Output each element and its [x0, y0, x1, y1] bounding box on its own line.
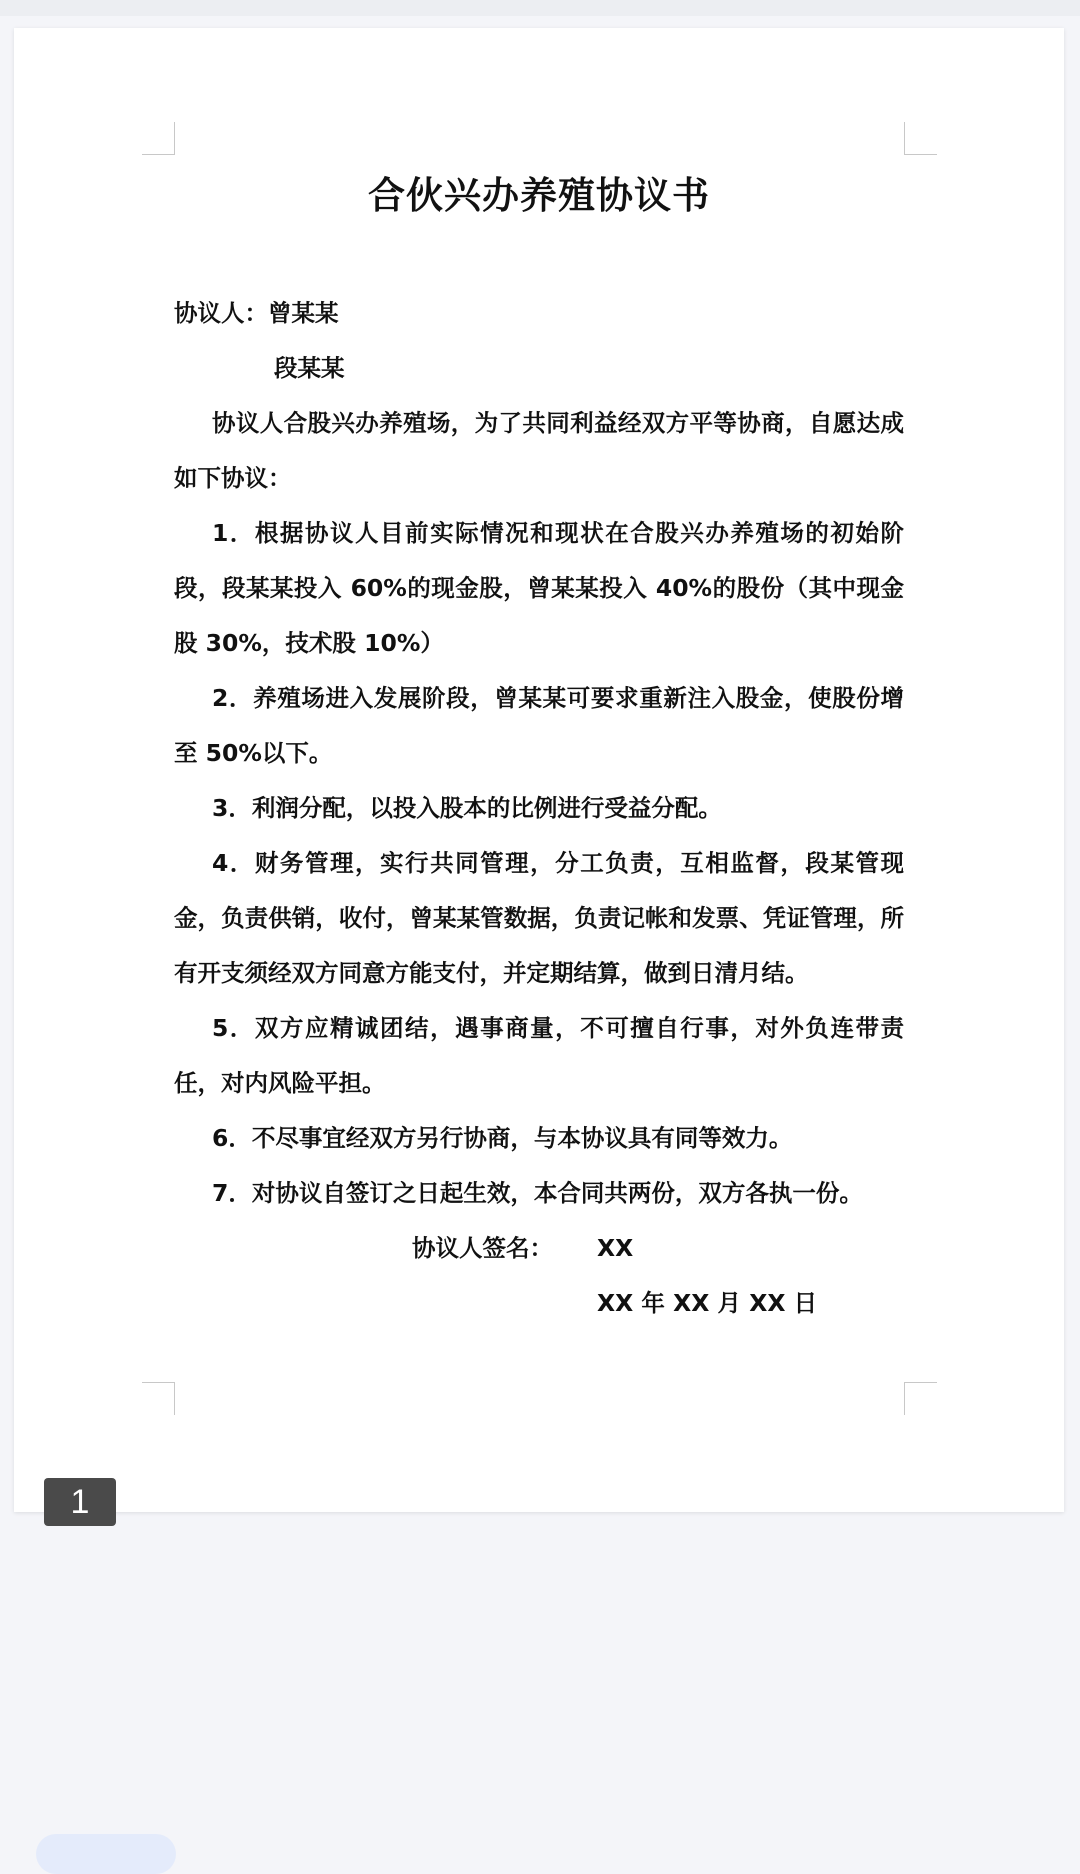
signature-value: XX — [597, 1234, 634, 1262]
signature-date: XX 年 XX 月 XX 日 — [597, 1289, 818, 1317]
crop-mark-bottom-left — [142, 1382, 175, 1415]
document-title: 合伙兴办养殖协议书 — [368, 174, 710, 217]
signature-row — [174, 1221, 904, 1276]
page-number-badge[interactable]: 1 — [44, 1478, 116, 1526]
party-line-1: 协议人：曾某某 — [174, 299, 339, 327]
floating-action-button[interactable] — [36, 1834, 176, 1874]
intro-paragraph: 协议人合股兴办养殖场，为了共同利益经双方平等协商，自愿达成如下协议： — [174, 409, 904, 492]
clause-6: 6．不尽事宜经双方另行协商，与本协议具有同等效力。 — [212, 1124, 793, 1152]
top-toolbar-strip — [0, 0, 1080, 16]
clause-5: 5．双方应精诚团结，遇事商量，不可擅自行事，对外负连带责任，对内风险平担。 — [174, 1014, 904, 1097]
signature-label: 协议人签名： — [412, 1234, 553, 1262]
date-row — [174, 1276, 904, 1331]
clause-4: 4．财务管理，实行共同管理，分工负责，互相监督，段某管现金，负责供销，收付，曾某某管数据，负责记帐和发票、凭证管理，所有开支须经双方同意方能支付，并定期结算，做到日清月结。 — [174, 849, 904, 987]
document-page — [14, 28, 1064, 1521]
crop-mark-top-right — [904, 122, 937, 155]
party-line-2: 段某某 — [274, 354, 345, 382]
clause-7: 7．对协议自签订之日起生效，本合同共两份，双方各执一份。 — [212, 1179, 863, 1207]
crop-mark-bottom-right — [904, 1382, 937, 1415]
clause-1: 1．根据协议人目前实际情况和现状在合股兴办养殖场的初始阶段，段某某投入 60%的现金股，曾某某投入 40%的股份（其中现金股 30%，技术股 10%） — [174, 519, 904, 657]
clause-2: 2．养殖场进入发展阶段，曾某某可要求重新注入股金，使股份增至 50%以下。 — [174, 684, 904, 767]
crop-mark-top-left — [142, 122, 175, 155]
document-body — [174, 168, 904, 1331]
clause-3: 3．利润分配，以投入股本的比例进行受益分配。 — [212, 794, 722, 822]
